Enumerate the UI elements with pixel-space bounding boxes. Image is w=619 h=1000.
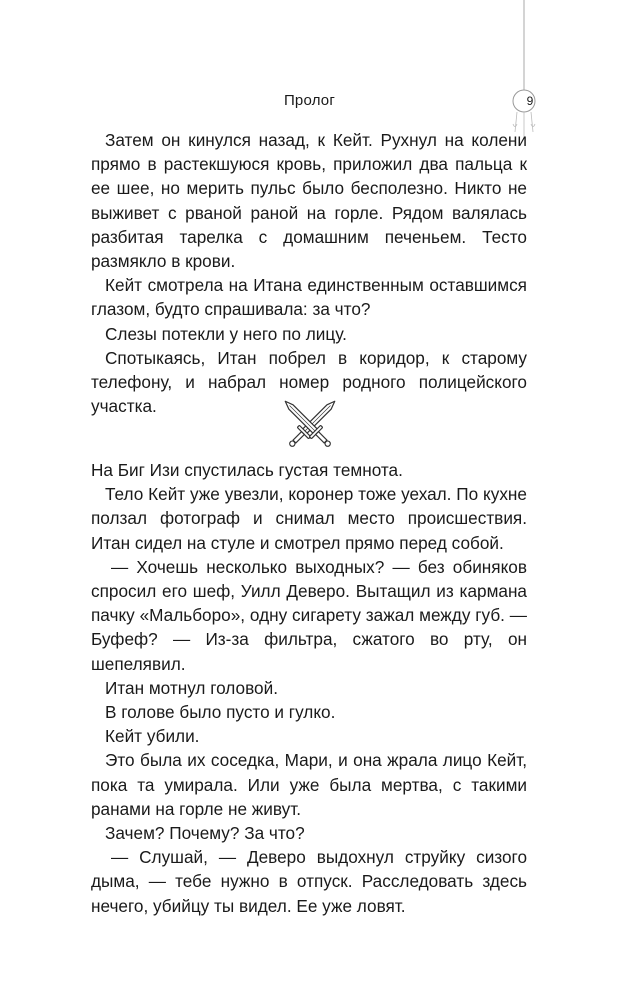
paragraph: Итан мотнул головой. (105, 677, 278, 698)
paragraph: Слезы потекли у него по лицу. (105, 323, 347, 344)
text-section-2 (91, 458, 527, 918)
paragraph: Зачем? Почему? За что? (105, 823, 305, 844)
paragraph: На Биг Изи спустилась густая темнота. (91, 460, 403, 480)
running-head: Пролог (283, 92, 336, 109)
text-section-1 (91, 128, 527, 418)
paragraph: Кейт смотрела на Итана единственным оставшимся глазом, будто спрашивала: за что? (91, 275, 527, 320)
paragraph: Затем он кинулся назад, к Кейт. Рухнул на колени прямо в растекшуюся кровь, приложил два пальца к ее шее, но мерить пульс было бесполезно. Никто не выживет с рваной раной на горле. Рядом валялась разбитая тарелка с домашним печеньем. Тесто размякло в крови. (91, 130, 527, 272)
page-number: 9 (526, 94, 534, 108)
paragraph: Тело Кейт уже увезли, коронер тоже уехал. По кухне ползал фотограф и снимал место происшествия. Итан сидел на стуле и смотрел прямо перед собой. (91, 484, 527, 553)
crossed-daggers-icon (269, 395, 351, 457)
dreamcatcher-ornament-icon (499, 0, 549, 140)
paragraph: В голове было пусто и гулко. (105, 702, 336, 723)
paragraph: — Слушай, — Деверо выдохнул струйку сизого дыма, — тебе нужно в отпуск. Расследовать здесь нечего, убийцу ты видел. Ее уже ловят. (91, 847, 527, 916)
paragraph: — Хочешь несколько выходных? — без обиняков спросил его шеф, Уилл Деверо. Вытащил из кармана пачку «Мальборо», одну сигарету зажал между губ. — Буфеф? — Из-за фильтра, сжатого во рту, он шепелявил. (91, 556, 527, 674)
paragraph: Это была их соседка, Мари, и она жрала лицо Кейт, пока та умирала. Или уже была мертва, с такими ранами на горле не живут. (91, 750, 527, 819)
paragraph: Кейт убили. (105, 726, 200, 747)
paragraph: Спотыкаясь, Итан побрел в коридор, к старому телефону, и набрал номер родного полицейского участка. (91, 347, 527, 417)
